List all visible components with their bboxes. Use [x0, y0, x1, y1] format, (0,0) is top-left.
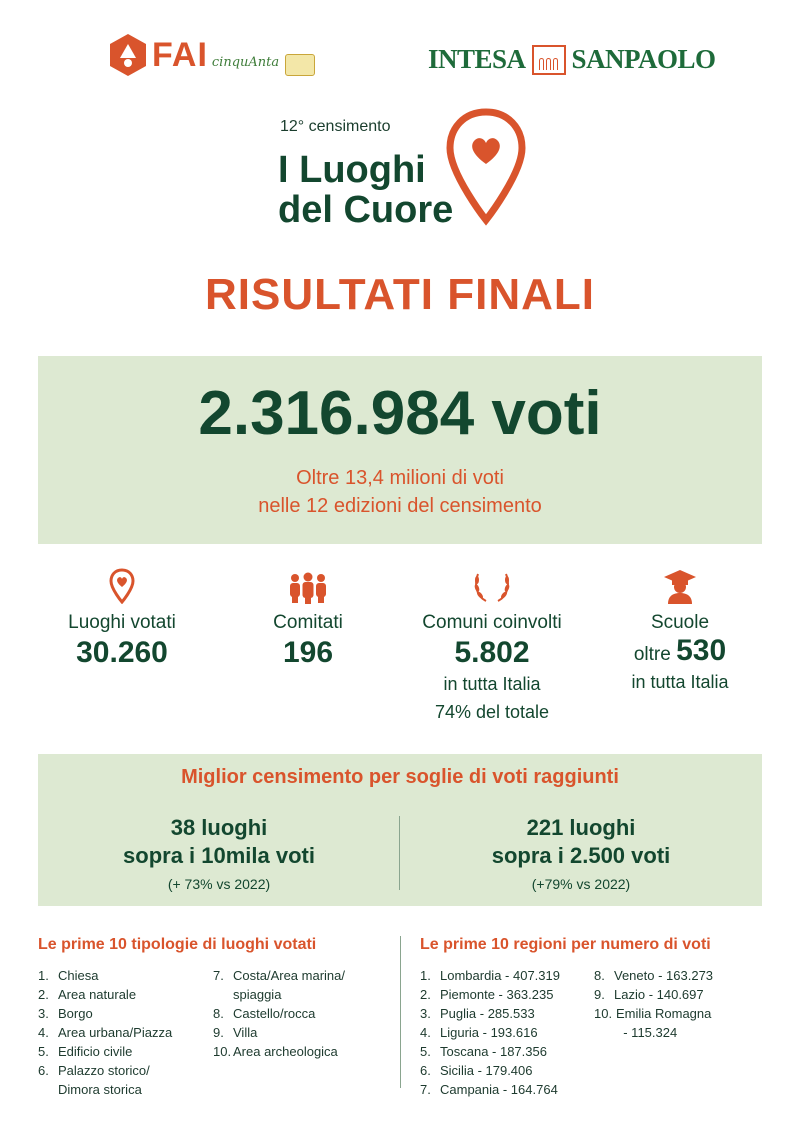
list-item: 4. Area urbana/Piazza	[38, 1025, 173, 1040]
votes-subtitle	[38, 464, 762, 520]
list-item: 7. Costa/Area marina/ spiaggia	[213, 968, 345, 1002]
fai-anniversary-badge	[285, 54, 315, 76]
thresholds-panel	[38, 754, 762, 906]
stat-prefix: oltre	[633, 644, 671, 665]
fai-wordmark: FAI	[152, 35, 208, 74]
laurel-wreath-icon	[472, 568, 512, 604]
votes-sub-line-2: nelle 12 edizioni del censimento	[258, 495, 542, 517]
fai-tagline: cinquAnta	[211, 54, 280, 70]
stat-label: Comuni coinvolti	[422, 612, 562, 633]
list-item: 2. Piemonte - 363.235	[420, 987, 554, 1002]
stat-luoghi	[46, 566, 198, 670]
threshold-desc: sopra i 10mila voti	[123, 843, 315, 868]
divider	[400, 936, 401, 1088]
list-item: 10. Emilia Romagna - 115.324	[594, 1006, 712, 1040]
map-pin-heart-icon	[446, 108, 526, 226]
list-item: 8. Castello/rocca	[213, 1006, 316, 1021]
fai-mark-icon	[108, 32, 148, 78]
stat-value-line	[600, 634, 760, 668]
list-item: 6. Palazzo storico/ Dimora storica	[38, 1063, 150, 1097]
census-title	[278, 150, 453, 230]
votes-sub-line-1: Oltre 13,4 milioni di voti	[296, 467, 504, 489]
list-item: 8. Veneto - 163.273	[594, 968, 714, 983]
stat-value: 530	[676, 634, 727, 667]
list-item: 3. Puglia - 285.533	[420, 1006, 535, 1021]
stat-value: 5.802	[454, 636, 530, 669]
stat-note-1: in tutta Italia	[631, 672, 729, 692]
intesa-wordmark: INTESA	[428, 44, 526, 74]
threshold-desc: sopra i 2.500 voti	[491, 843, 671, 868]
stat-note-2: 74% del totale	[434, 702, 550, 722]
threshold-count: 38 luoghi	[170, 815, 268, 840]
intesa-sanpaolo-logo	[428, 44, 716, 75]
votes-panel	[38, 356, 762, 544]
threshold-item	[400, 814, 762, 892]
threshold-note: (+ 73% vs 2022)	[167, 876, 271, 892]
stat-note-1: in tutta Italia	[443, 674, 541, 694]
stat-scuole	[600, 566, 760, 696]
list-item: 9. Lazio - 140.697	[594, 987, 704, 1002]
list-item: 7. Campania - 164.764	[420, 1082, 558, 1097]
location-heart-icon	[109, 568, 135, 604]
list-item: 6. Sicilia - 179.406	[420, 1063, 533, 1078]
threshold-count: 221 luoghi	[526, 815, 636, 840]
regions-list-col-1	[420, 966, 590, 1099]
regions-list-col-2	[594, 966, 764, 1042]
list-item: 5. Toscana - 187.356	[420, 1044, 547, 1059]
fai-logo	[108, 32, 315, 78]
stat-label: Luoghi votati	[68, 612, 176, 633]
list-item: 2. Area naturale	[38, 987, 137, 1002]
list-item: 9. Villa	[213, 1025, 258, 1040]
types-title: Le prime 10 tipologie di luoghi votati	[38, 936, 317, 953]
people-group-icon	[287, 572, 329, 604]
threshold-item	[38, 814, 400, 892]
stat-value: 30.260	[76, 636, 168, 669]
list-item: 4. Liguria - 193.616	[420, 1025, 538, 1040]
types-list-col-1	[38, 966, 198, 1099]
graduate-icon	[663, 568, 697, 604]
page-headline: RISULTATI FINALI	[205, 270, 595, 319]
types-list-col-2	[213, 966, 393, 1061]
title-line-1: I Luoghi	[278, 149, 426, 191]
list-item: 10. Area archeologica	[213, 1044, 338, 1059]
threshold-note: (+79% vs 2022)	[531, 876, 631, 892]
stat-comuni	[400, 566, 584, 726]
stat-comitati	[240, 566, 376, 670]
stat-label: Comitati	[273, 612, 343, 633]
thresholds-title: Miglior censimento per soglie di voti raggiunti	[181, 766, 619, 788]
stat-value: 196	[282, 636, 334, 669]
list-item: 1. Lombardia - 407.319	[420, 968, 560, 983]
list-item: 3. Borgo	[38, 1006, 93, 1021]
total-votes: 2.316.984 voti	[198, 379, 602, 448]
stat-label: Scuole	[650, 612, 710, 633]
census-edition: 12° censimento	[280, 118, 391, 135]
intesa-arches-icon	[532, 45, 566, 75]
list-item: 1. Chiesa	[38, 968, 99, 983]
title-line-2: del Cuore	[278, 189, 454, 231]
sanpaolo-wordmark: SANPAOLO	[571, 44, 716, 74]
regions-title: Le prime 10 regioni per numero di voti	[420, 936, 711, 953]
list-item: 5. Edificio civile	[38, 1044, 133, 1059]
